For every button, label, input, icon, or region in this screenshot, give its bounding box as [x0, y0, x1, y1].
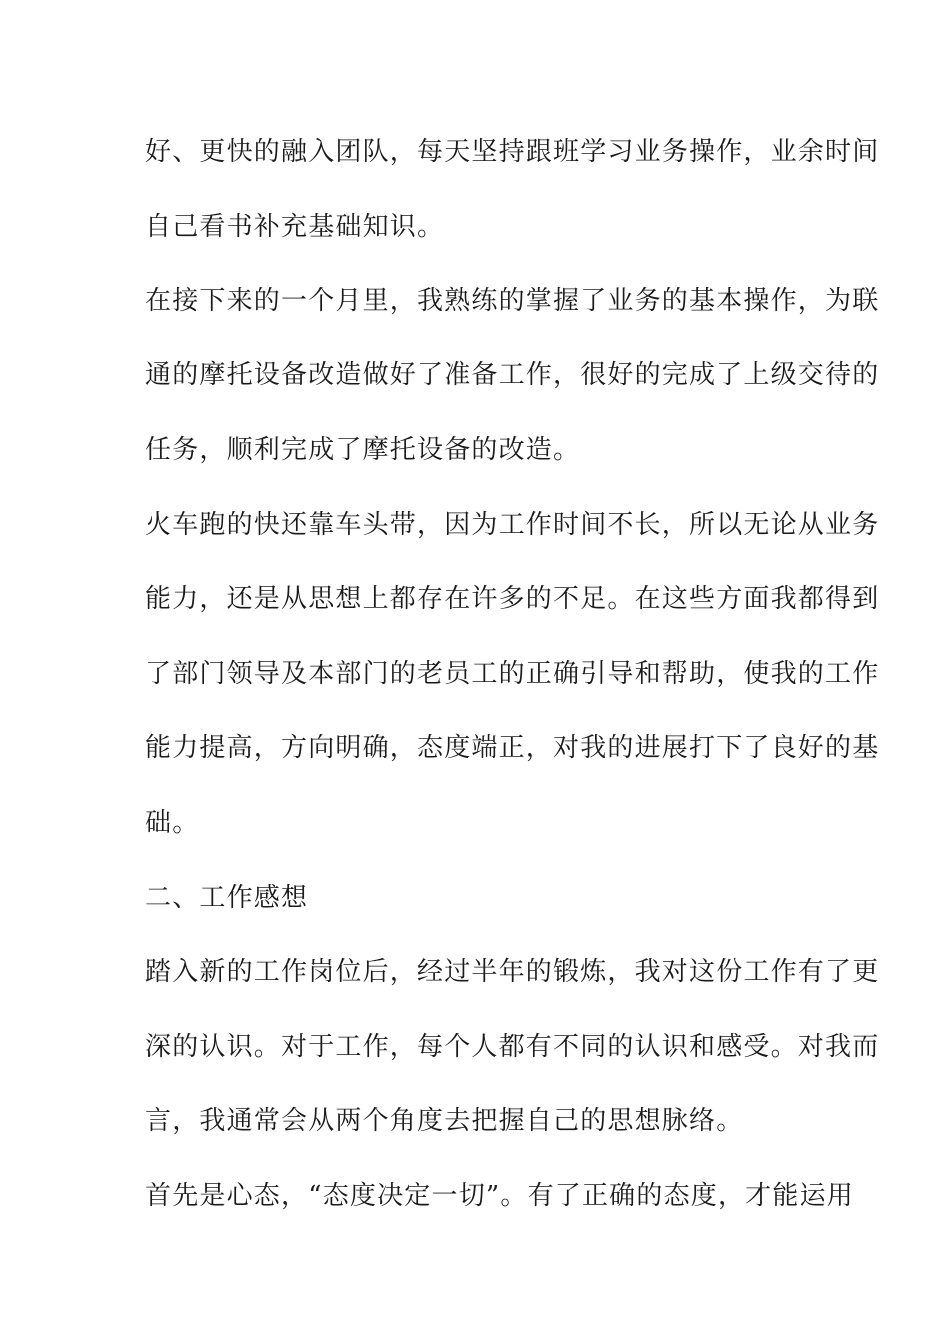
- text-line: 能力提高，方向明确，态度端正，对我的进展打下了良好的基: [145, 733, 880, 763]
- text-line: 础。: [145, 808, 200, 838]
- text-line: 能力，还是从思想上都存在许多的不足。在这些方面我都得到: [145, 584, 880, 614]
- section-heading: 二、工作感想: [145, 883, 309, 913]
- text-line: 通的摩托设备改造做好了准备工作，很好的完成了上级交待的: [145, 360, 880, 390]
- text-line: 火车跑的快还靠车头带，因为工作时间不长，所以无论从业务: [145, 510, 880, 540]
- text-line: 踏入新的工作岗位后，经过半年的锻炼，我对这份工作有了更: [145, 957, 880, 987]
- text-line: 好、更快的融入团队，每天坚持跟班学习业务操作，业余时间: [145, 137, 880, 167]
- text-line: 深的认识。对于工作，每个人都有不同的认识和感受。对我而: [145, 1032, 880, 1062]
- text-line: 首先是心态，“态度决定一切”。有了正确的态度，才能运用: [145, 1181, 854, 1211]
- text-line: 在接下来的一个月里，我熟练的掌握了业务的基本操作，为联: [145, 286, 880, 316]
- text-line: 言，我通常会从两个角度去把握自己的思想脉络。: [145, 1106, 744, 1136]
- text-line: 任务，顺利完成了摩托设备的改造。: [145, 435, 581, 465]
- text-line: 自己看书补充基础知识。: [145, 212, 445, 242]
- text-line: 了部门领导及本部门的老员工的正确引导和帮助，使我的工作: [145, 659, 880, 689]
